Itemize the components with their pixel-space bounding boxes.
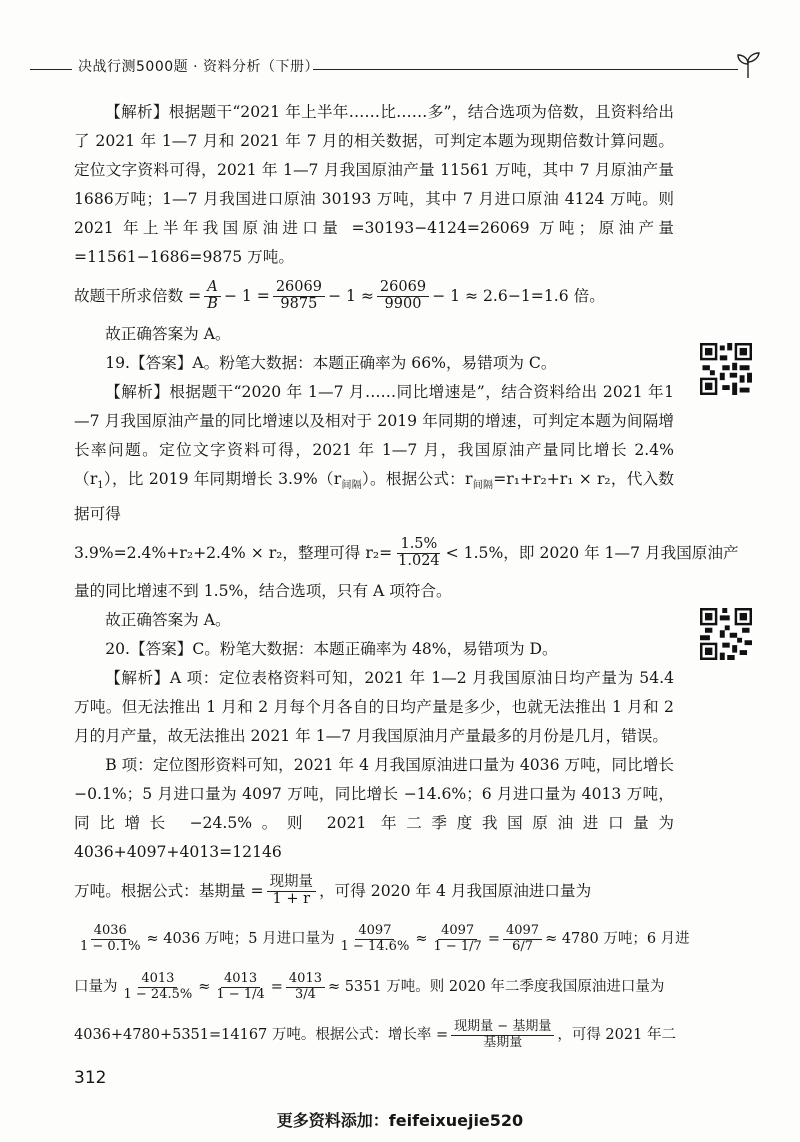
answer-header-19: 19.【答案】A。粉笔大数据：本题正确率为 66%，易错项为 C。 — [105, 354, 557, 372]
fraction: $\frac{4013}{1 - 24.5\%}$ — [123, 971, 193, 1002]
analysis-20-b: B 项：定位图形资料可知，2021 年 4 月我国原油进口量为 4036 万吨，同比增长 −0.1%；5 月进口量为 4097 万吨，同比增长 −14.6%；6 月进口量为 4013 万吨，同比增长 −24.5%。则 2021 年二季度我国原油进口量为 4036+4097+4013=12146 — [74, 756, 674, 862]
page-body — [74, 98, 739, 1059]
book-title: 决战行测5000题 · 资料分析（下册） — [78, 59, 319, 75]
fraction: $\frac{26069}{9875}$ — [273, 280, 325, 313]
header-rule-right — [313, 69, 738, 70]
analysis-19-end: 量的同比增速不到 1.5%，结合选项，只有 A 项符合。 — [74, 582, 452, 601]
formula-growth: 4036+4780+5351=14167 万吨。根据公式：增长率 = $\frac{\text{现期量 − 基期量}}{\text{基期量}}$ ，可得 2021 年二 — [74, 1019, 676, 1050]
sprout-icon — [734, 50, 762, 80]
formula-base: 万吨。根据公式：基期量 = $\frac{\text{现期量}}{1 + r}$ ，可得 2020 年 4 月我国原油进口量为 — [74, 873, 592, 907]
answer-19: 故正确答案为 A。 — [105, 611, 231, 630]
formula-r2: 3.9%=2.4%+r₂+2.4% × r₂，整理可得 r₂= $\frac{1.5\%}{1.024}$ < 1.5%，即 2020 年 1—7 月我国原油产 — [74, 535, 739, 569]
analysis-19: 【解析】根据题干“2020 年 1—7 月……同比增速是”，结合资料给出 2021 年1—7 月我国原油产量的同比增速以及相对于 2019 年同期的增速，可判定本题为间隔增长率问题。定位文字资料可得，2021 年 1—7 月，我国原油产量同比增长 $2.4\%(r_1)$，比 2019 年同期增长 $3.9\%(r_{间隔})$。根据公式：$r_{间隔}=r_1+r_2+r_1 \times r_2$，代入数据可得 — [74, 383, 675, 524]
fraction-a-over-b: $\frac{A}{B}$ — [204, 280, 221, 313]
footer-note: 更多资料添加：feifeixuejie520 — [276, 1111, 524, 1130]
fraction: $\frac{26069}{9900}$ — [377, 280, 429, 313]
fraction: $\frac{\text{现期量}}{1 + r}$ — [267, 875, 317, 908]
formula-april-may: $\frac{4036}{1 - 0.1\%}$ ≈ 4036 万吨；5 月进口量为 $\frac{4097}{1 - 14.6\%}$ ≈ $\frac{4097}{1 - 1/7}$ = $\frac{4097}{6/7}$ ≈ 4780 万吨；6 月进 — [74, 915, 674, 963]
fraction: $\frac{\text{现期量 − 基期量}}{\text{基期量}}$ — [451, 1020, 554, 1050]
fraction: $\frac{4097}{6/7}$ — [503, 924, 542, 954]
answer-header-20: 20.【答案】C。粉笔大数据：本题正确率为 48%，易错项为 D。 — [105, 640, 558, 659]
header-rule-left — [30, 69, 72, 70]
qr-code-icon[interactable] — [700, 608, 752, 660]
fraction: $\frac{4036}{1 - 0.1\%}$ — [80, 923, 141, 954]
page-number: 312 — [74, 1068, 107, 1088]
fraction: $\frac{4013}{1 - 1/4}$ — [216, 971, 265, 1002]
analysis-20-a: 【解析】A 项：定位表格资料可知，2021 年 1—2 月我国原油日均产量为 54.4 万吨。但无法推出 1 月和 2 月每个月各自的日均产量是多少，也就无法推出 1 月和 2 月的月产量，故无法推出 2021 年 1—7 月我国原油月产量最多的月份是几月，错误。 — [74, 669, 674, 746]
qr-code-icon[interactable] — [700, 343, 752, 395]
formula-june: 口量为 $\frac{4013}{1 - 24.5\%}$ ≈ $\frac{4013}{1 - 1/4}$ = $\frac{4013}{3/4}$ ≈ 5351 万吨。则 2020 年二季度我国原油进口量为 — [74, 971, 665, 1002]
formula-multiple: 故题干所求倍数 = $\frac{A}{B}$ − 1 = $\frac{26069}{9875}$ − 1 ≈ $\frac{26069}{9900}$ − 1 ≈ 2.6−1=1.6 倍。 — [74, 278, 605, 312]
analysis-18: 【解析】根据题干“2021 年上半年……比……多”，结合选项为倍数，且资料给出了 2021 年 1—7 月和 2021 年 7 月的相关数据，可判定本题为现期倍数计算问题。定位文字资料可得，2021 年 1—7 月我国原油产量 11561 万吨，其中 7 月原油产量 1686万吨；1—7 月我国进口原油 30193 万吨，其中 7 月进口原油 4124 万吨。则 2021 年上半年我国原油进口量 =30193−4124=26069 万吨；原油产量 =11561−1686=9875 万吨。 — [74, 103, 674, 266]
fraction: $\frac{4097}{1 - 14.6\%}$ — [340, 923, 410, 954]
running-header — [0, 52, 800, 92]
fraction: $\frac{4013}{3/4}$ — [286, 972, 325, 1002]
answer-18: 故正确答案为 A。 — [105, 325, 231, 343]
fraction: $\frac{4097}{1 - 1/7}$ — [433, 923, 482, 954]
fraction: $\frac{1.5\%}{1.024}$ — [398, 535, 440, 569]
